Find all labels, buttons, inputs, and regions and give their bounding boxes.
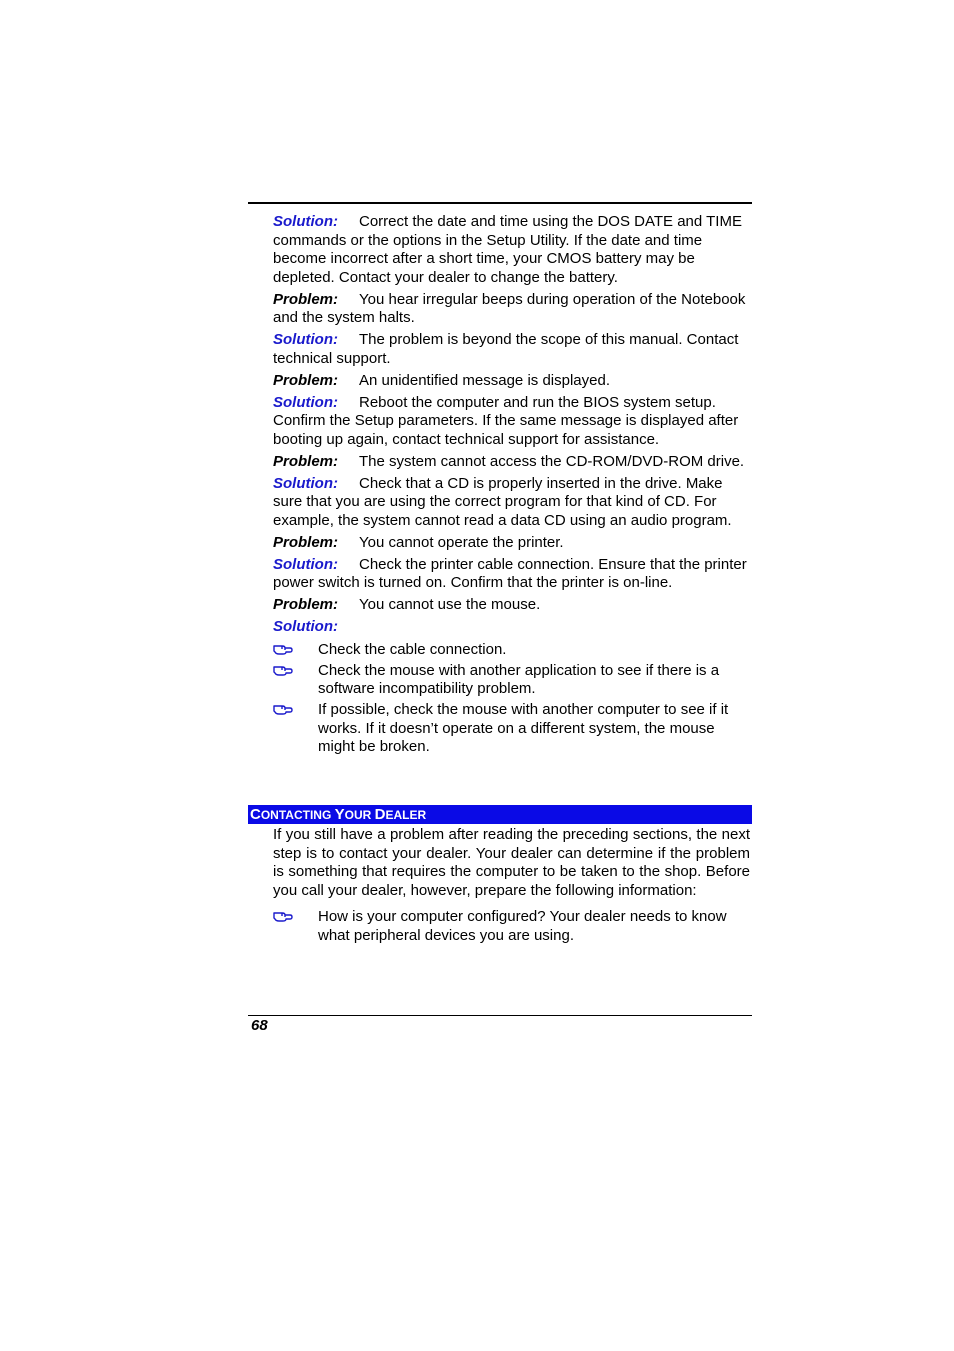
entry-solution	[273, 475, 755, 531]
heading-smallcaps: ONTACTING	[260, 808, 335, 822]
pointing-hand-icon	[273, 909, 293, 923]
entry-solution	[273, 331, 755, 368]
entry-problem	[273, 372, 755, 391]
entry-problem	[273, 596, 755, 615]
troubleshooting-content	[273, 213, 755, 759]
problem-text: An unidentified message is displayed.	[359, 371, 610, 389]
entry-solution	[273, 394, 755, 450]
solution-label: Solution:	[273, 393, 338, 411]
list-item-text: How is your computer configured? Your dealer needs to know what peripheral devices you are using.	[318, 908, 727, 944]
pointing-hand-icon	[273, 642, 293, 656]
problem-label: Problem:	[273, 371, 339, 389]
problem-label: Problem:	[273, 290, 339, 308]
page-number: 68	[251, 1017, 268, 1034]
entry-problem	[273, 453, 755, 472]
solution-label: Solution:	[273, 213, 338, 230]
list-item	[273, 701, 755, 757]
problem-text: You cannot use the mouse.	[359, 596, 541, 613]
solution-text: Check that a CD is properly inserted in the drive. Make sure that you are using the correct program for that kind of CD. For example, the system cannot read a data CD using an audio program.	[273, 474, 732, 529]
list-item	[273, 641, 755, 660]
entry-problem	[273, 534, 755, 553]
heading-smallcaps: OUR	[344, 808, 375, 822]
list-item-text: If possible, check the mouse with another computer to see if it works. If it doesn’t operate on a different system, the mouse might be broken.	[318, 701, 729, 755]
heading-smallcaps: EALER	[385, 808, 427, 822]
heading-initial: Y	[334, 806, 345, 823]
problem-label: Problem:	[273, 452, 339, 470]
problem-text: The system cannot access the CD-ROM/DVD-ROM drive.	[359, 452, 745, 470]
entry-solution	[273, 556, 755, 593]
list-item-text: Check the cable connection.	[318, 640, 507, 658]
solution-label: Solution:	[273, 331, 338, 348]
list-item	[273, 662, 755, 699]
problem-text: You hear irregular beeps during operation of the Notebook and the system halts.	[273, 290, 746, 326]
solution-text: The problem is beyond the scope of this manual. Contact technical support.	[273, 331, 739, 367]
list-item	[273, 908, 750, 945]
entry-problem	[273, 291, 755, 328]
solution-text: Correct the date and time using the DOS DATE and TIME commands or the options in the Setup Utility. If the date and time become incorrect after a short time, your CMOS battery may be depleted. Contact your dealer to change the battery.	[273, 213, 742, 286]
section-heading	[248, 805, 752, 824]
list-item-text: Check the mouse with another application to see if there is a software incompatibility problem.	[318, 661, 720, 697]
problem-text: You cannot operate the printer.	[359, 533, 564, 551]
problem-label: Problem:	[273, 533, 339, 551]
solution-text: Check the printer cable connection. Ensure that the printer power switch is turned on. Confirm that the printer is on-line.	[273, 555, 747, 591]
intro-paragraph: If you still have a problem after reading the preceding sections, the next step is to contact your dealer. Your dealer can determine if the problem is something that requires the computer to be taken to the shop. Before you call your dealer, however, prepare the following information:	[273, 826, 750, 899]
heading-initial: D	[374, 806, 386, 823]
mouse-solution-list	[273, 641, 755, 757]
pointing-hand-icon	[273, 702, 293, 716]
bottom-rule	[248, 1015, 752, 1016]
solution-text: Reboot the computer and run the BIOS system setup. Confirm the Setup parameters. If the same message is displayed after booting up again, contact technical support for assistance.	[273, 393, 739, 448]
problem-label: Problem:	[273, 596, 339, 613]
dealer-info-list	[273, 908, 750, 945]
solution-label: Solution:	[273, 474, 338, 492]
entry-solution	[273, 213, 755, 287]
entry-solution	[273, 618, 755, 637]
dealer-section	[273, 826, 750, 948]
heading-initial: C	[250, 806, 261, 823]
solution-label: Solution:	[273, 555, 338, 573]
pointing-hand-icon	[273, 663, 293, 677]
top-rule	[248, 202, 752, 204]
solution-label: Solution:	[273, 618, 338, 635]
